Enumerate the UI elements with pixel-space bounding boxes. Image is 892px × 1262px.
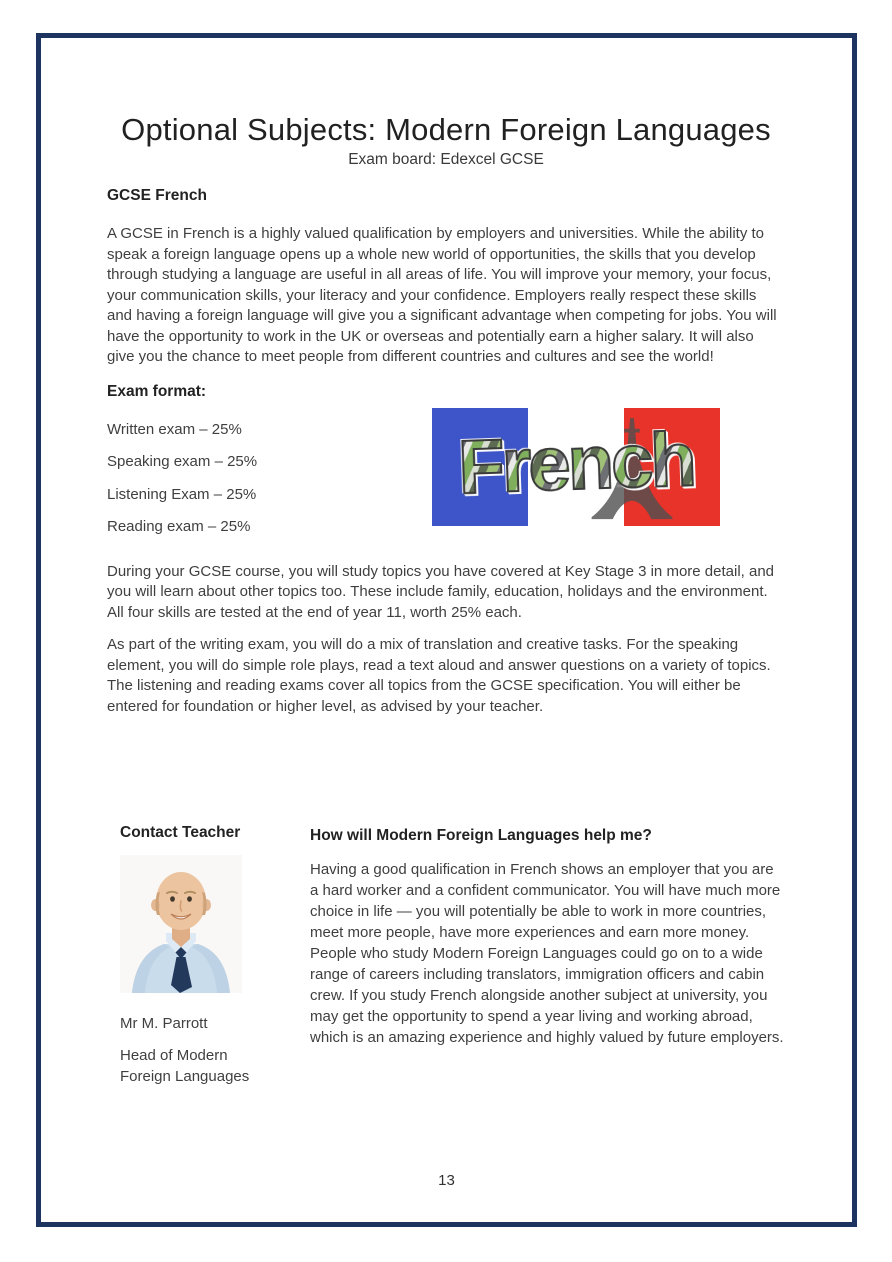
exam-format-list [107,408,432,550]
course-detail-paragraph-2: As part of the writing exam, you will do a mix of translation and creative tasks. For the speaking element, you will do simple role plays, read a text aloud and answer questions on a variety of topics. The listening and reading exams cover all topics from the GCSE specification. You will either be entered for foundation or higher level, as advised by your teacher. [107,636,771,715]
contact-teacher-column [107,823,310,1087]
help-column [310,823,785,1087]
help-paragraph: Having a good qualification in French shows an employer that you are a hard worker and a confident communicator. You will have much more choice in life — you will potentially be able to work in more countries, meet more people, have more experiences and earn more money. People who study Modern Foreign Languages could go on to a wide range of careers including translators, immigration officers and cabin crew. If you study French alongside another subject at university, you may get the opportunity to spend a year living and working abroad, which is an amazing experience and highly valued by future employers. [310,861,784,1046]
exam-format-item-written: Written exam – 25% [107,420,242,438]
page-border-frame [36,33,857,1227]
exam-format-row [107,408,785,550]
exam-format-item-speaking: Speaking exam – 25% [107,453,258,470]
exam-format-item-listening: Listening Exam – 25% [107,485,257,503]
intro-paragraph: A GCSE in French is a highly valued qualification by employers and universities. While the ability to speak a foreign language opens up a whole new world of opportunities, the skills that you develop through studying a language are useful in all areas of life. You will improve your memory, your focus, your communication skills, your literacy and your confidence. Employers really respect these skills and having a foreign language will give you a significant advantage when competing for jobs. You will have the opportunity to work in the UK or overseas and potentially earn a higher salary. It will also give you the chance to meet people from different countries and cultures and see the world! [107,225,777,365]
page-title: Optional Subjects: Modern Foreign Languages [121,112,771,147]
french-word-text: French [432,409,720,519]
lower-two-column-section [107,823,785,1087]
course-detail-paragraph-1: During your GCSE course, you will study topics you have covered at Key Stage 3 in more detail, and you will learn about other topics too. These include family, education, holidays and the environment. All four skills are tested at the end of year 11, worth 25% each. [107,562,775,621]
exam-format-heading: Exam format: [107,382,207,400]
help-heading: How will Modern Foreign Languages help me? [310,827,652,844]
teacher-photo [120,855,242,993]
teacher-name: Mr M. Parrott [120,1015,208,1032]
teacher-role: Head of Modern Foreign Languages [120,1047,250,1085]
exam-board-subtitle: Exam board: Edexcel GCSE [348,151,544,168]
contact-teacher-heading: Contact Teacher [120,824,241,841]
gcse-french-heading: GCSE French [107,187,207,204]
exam-format-item-reading: Reading exam – 25% [107,518,251,535]
page-number: 13 [438,1172,455,1189]
page-content [41,112,852,1087]
french-flag-illustration [432,408,720,526]
